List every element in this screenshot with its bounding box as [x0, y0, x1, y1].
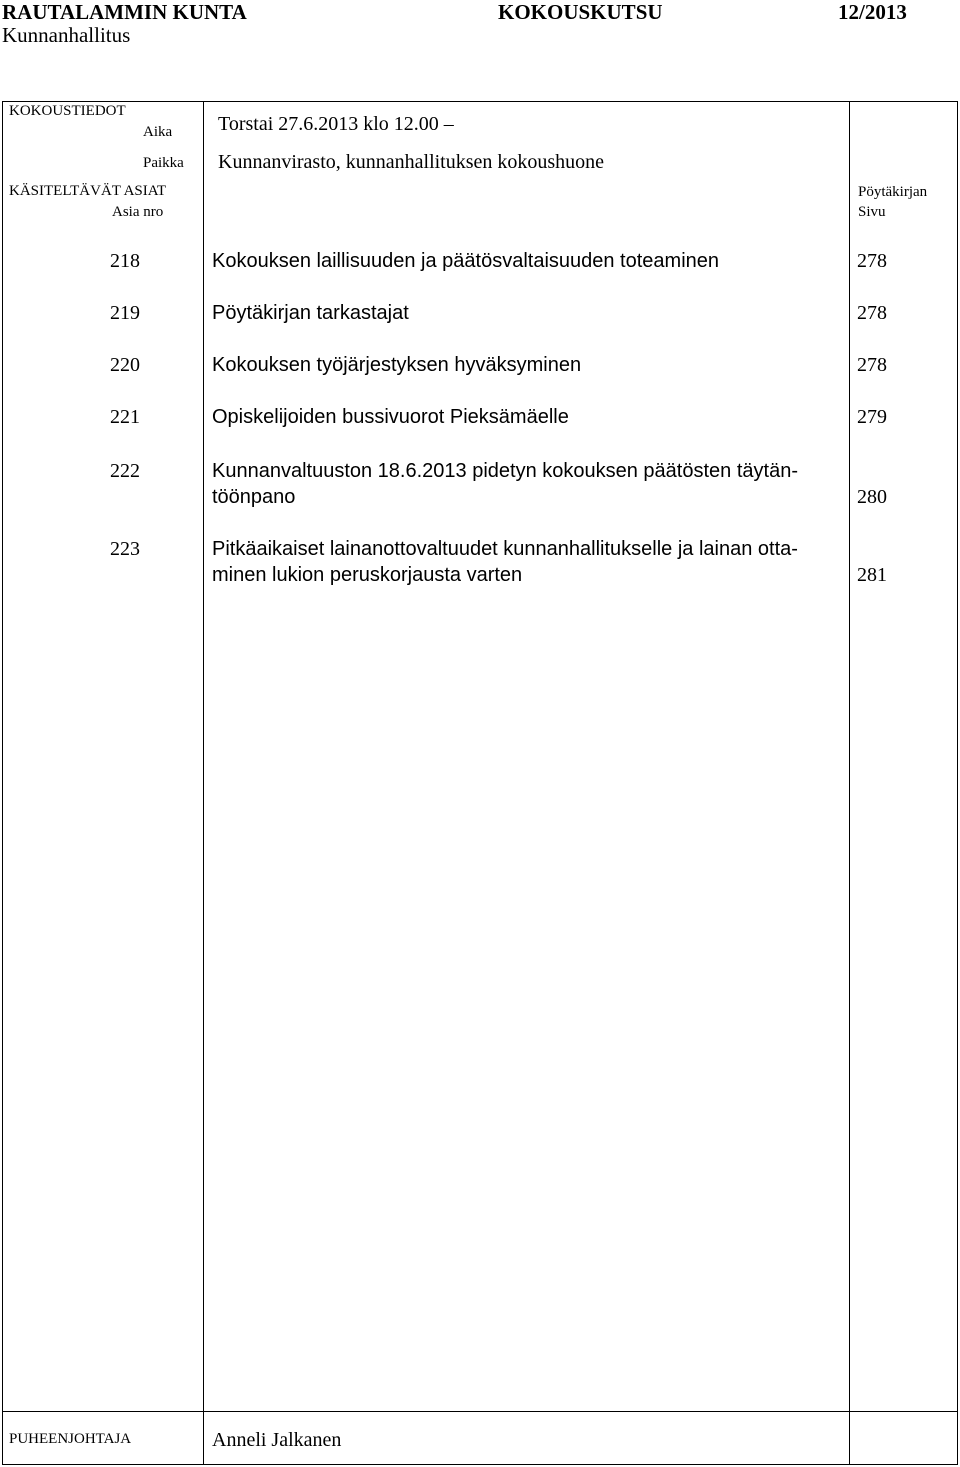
- document-type: KOKOUSKUTSU: [498, 0, 663, 24]
- item-page: 278: [857, 250, 887, 272]
- item-number-header: Asia nro: [112, 204, 164, 220]
- item-title: Kokouksen työjärjestyksen hyväksyminen: [212, 354, 582, 376]
- item-title-line2: minen lukion peruskorjausta varten: [212, 564, 523, 586]
- item-title: Pöytäkirjan tarkastajat: [212, 302, 409, 324]
- footer-divider: [2, 1411, 958, 1412]
- agenda-frame: [2, 101, 958, 1465]
- item-page: 279: [857, 406, 887, 428]
- item-page: 278: [857, 302, 887, 324]
- document-number: 12/2013: [838, 0, 907, 24]
- chair-label: PUHEENJOHTAJA: [9, 1431, 132, 1447]
- item-number: 222: [110, 460, 140, 482]
- divider-right: [849, 101, 850, 1465]
- item-number: 219: [110, 302, 140, 324]
- item-page: 280: [857, 486, 887, 508]
- item-title: Opiskelijoiden bussivuorot Pieksämäelle: [212, 406, 569, 428]
- place-value: Kunnanvirasto, kunnanhallituksen kokoushuone: [218, 151, 605, 173]
- item-number: 220: [110, 354, 140, 376]
- item-title: Kokouksen laillisuuden ja päätösvaltaisuuden toteaminen: [212, 250, 720, 272]
- item-number: 223: [110, 538, 140, 560]
- item-title-line2: töönpano: [212, 486, 296, 508]
- page-header-line2: Sivu: [858, 204, 886, 220]
- item-page: 278: [857, 354, 887, 376]
- agenda-section-label: KÄSITELTÄVÄT ASIAT: [9, 183, 167, 199]
- item-page: 281: [857, 564, 887, 586]
- governing-body: Kunnanhallitus: [2, 23, 131, 47]
- time-label: Aika: [143, 124, 173, 140]
- item-title-line1: Pitkäaikaiset lainanottovaltuudet kunnanhallitukselle ja lainan otta-: [212, 538, 798, 560]
- meeting-info-label: KOKOUSTIEDOT: [9, 103, 126, 119]
- page-header-line1: Pöytäkirjan: [858, 184, 928, 200]
- item-title-line1: Kunnanvaltuuston 18.6.2013 pidetyn kokouksen päätösten täytän-: [212, 460, 798, 482]
- item-number: 221: [110, 406, 140, 428]
- chair-name: Anneli Jalkanen: [212, 1429, 342, 1451]
- time-value: Torstai 27.6.2013 klo 12.00 –: [218, 113, 454, 135]
- divider-left: [203, 101, 204, 1465]
- item-number: 218: [110, 250, 140, 272]
- org-name: RAUTALAMMIN KUNTA: [2, 0, 247, 24]
- place-label: Paikka: [143, 155, 184, 171]
